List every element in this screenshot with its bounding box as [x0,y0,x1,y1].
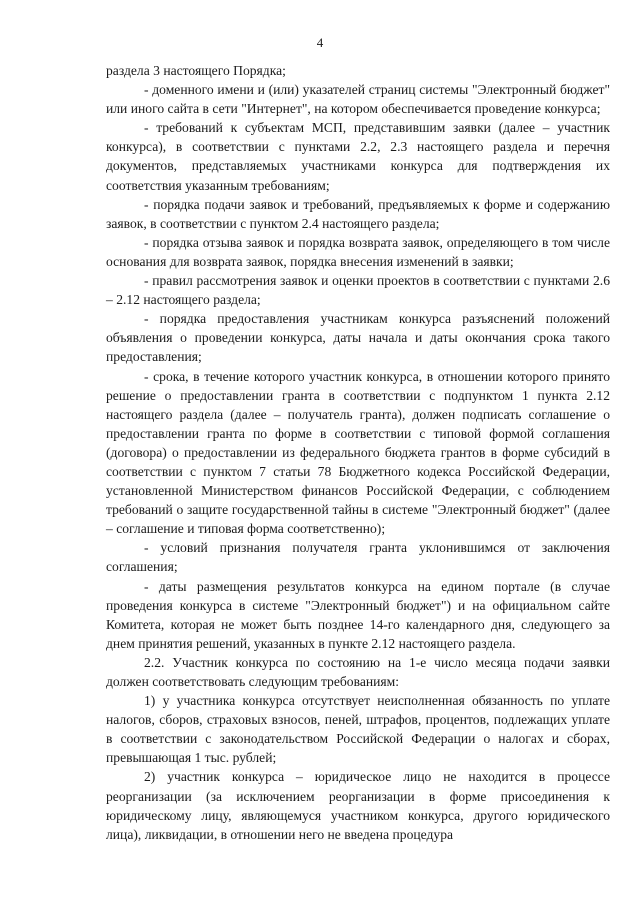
list-item-domain-name: - доменного имени и (или) указателей страниц системы "Электронный бюджет" или иного сайта в сети "Интернет", на котором обеспечивается проведение конкурса; [106,82,610,117]
requirement-2-paragraph: 2) участник конкурса – юридическое лицо не находится в процессе реорганизации (за исключением реорганизации в форме присоединения к юридическому лицу, являющемуся участником конкурса, другого юридического лица), ликвидации, в отношении него не введена процедура [106,769,610,842]
list-item-review-rules: - правил рассмотрения заявок и оценки проектов в соответствии с пунктами 2.6 – 2.12 настоящего раздела; [106,273,610,308]
list-item-results-date: - даты размещения результатов конкурса на едином портале (в случае проведения конкурса в системе "Электронный бюджет") и на официальном сайте Комитета, которая не может быть позднее 14-го календарного дня, следующего за днем принятия решений, указанных в пункте 2.12 настоящего раздела. [106,578,610,651]
section-2-2-paragraph: 2.2. Участник конкурса по состоянию на 1-е число месяца подачи заявки должен соответствовать следующим требованиям: [106,654,610,689]
list-item-evasion-conditions: - условий признания получателя гранта уклонившимся от заключения соглашения; [106,540,610,575]
list-item-clarifications: - порядка предоставления участникам конкурса разъяснений положений объявления о проведении конкурса, даты начала и даты окончания срока такого предоставления; [106,311,610,365]
list-item-application-procedure: - порядка подачи заявок и требований, предъявляемых к форме и содержанию заявок, в соответствии с пунктом 2.4 настоящего раздела; [106,196,610,231]
page-number: 4 [316,35,324,50]
requirement-1-paragraph: 1) у участника конкурса отсутствует неисполненная обязанность по уплате налогов, сборов, страховых взносов, пеней, штрафов, процентов, подлежащих уплате в соответствии с законодательством Российской Федерации о налогах и сборах, превышающая 1 тыс. рублей; [106,693,610,766]
list-item-signing-deadline: - срока, в течение которого участник конкурса, в отношении которого принято решение о предоставлении гранта в соответствии с подпунктом 1 пункта 2.12 настоящего раздела (далее – получатель гранта), должен подписать соглашение о предоставлении гранта по форме в соответствии с типовой формой соглашения (договора) о предоставлении из федерального бюджета грантов в форме субсидий в соответствии с пунктом 7 статьи 78 Бюджетного кодекса Российской Федерации, установленной Министерством финансов Российской Федерации, с соблюдением требований о защите государственной тайны в системе "Электронный бюджет" (далее – соглашение и типовая форма соответственно); [106,368,610,537]
paragraph-continuation: раздела 3 настоящего Порядка; [106,63,286,78]
document-body [106,61,610,844]
list-item-requirements: - требований к субъектам МСП, представившим заявки (далее – участник конкурса), в соответствии с пунктами 2.2, 2.3 настоящего раздела и перечня документов, представляемых участниками конкурса для подтверждения их соответствия указанным требованиям; [106,120,610,193]
list-item-withdrawal-procedure: - порядка отзыва заявок и порядка возврата заявок, определяющего в том числе основания для возврата заявок, порядка внесения изменений в заявки; [106,234,610,269]
